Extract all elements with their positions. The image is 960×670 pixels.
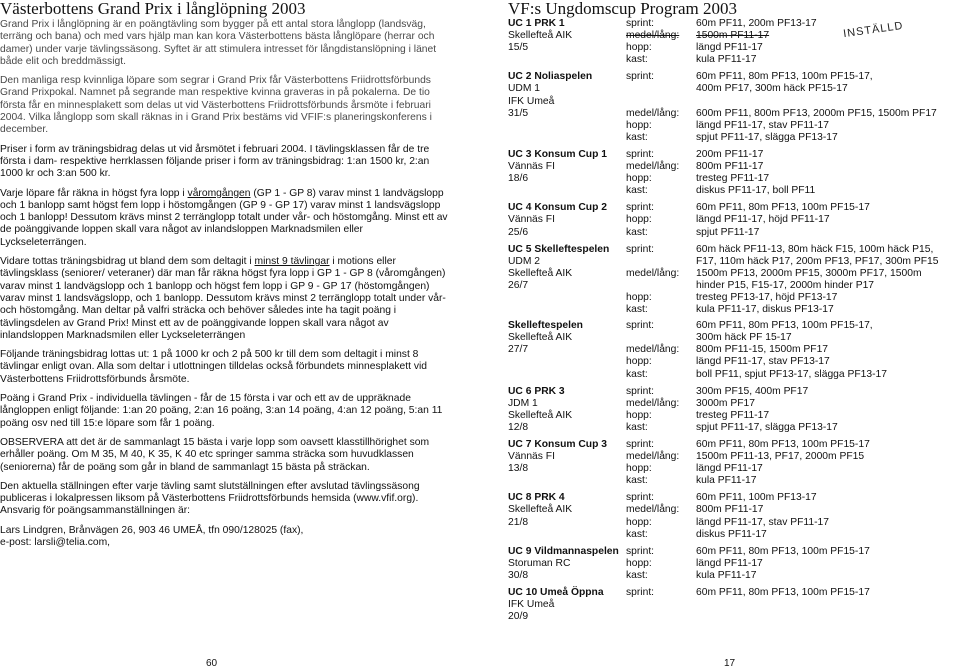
race-block	[508, 18, 960, 66]
event-category: sprint:	[626, 243, 655, 255]
race-info	[508, 185, 626, 197]
event-category: hopp:	[626, 119, 652, 131]
race-info	[508, 356, 626, 368]
race-row	[508, 185, 960, 197]
race-info: 15/5	[508, 42, 529, 54]
event-list: 1500m PF11-17	[696, 30, 770, 42]
race-row	[508, 611, 960, 623]
race-info	[508, 369, 626, 381]
event-list: 60m PF11, 80m PF13, 100m PF15-17,	[696, 71, 873, 83]
race-info: Skellefteå AIK	[508, 409, 573, 421]
page-title-right: VF:s Ungdomscup Program 2003	[508, 0, 738, 18]
event-category	[626, 611, 696, 623]
event-list: 300m häck PF 15-17	[696, 332, 792, 344]
race-info: 31/5	[508, 107, 529, 119]
race-info: Vännäs FI	[508, 451, 555, 463]
event-category: hopp:	[626, 42, 652, 54]
event-category	[626, 280, 696, 292]
event-list: 3000m PF17	[696, 397, 755, 409]
race-row	[508, 96, 960, 108]
race-row	[508, 268, 960, 280]
race-info: 21/8	[508, 516, 529, 528]
event-category: hopp:	[626, 173, 652, 185]
prizes-paragraph: Priser i form av träningsbidrag delas ut vid årsmötet i februari 2004. I tävlingsklassen får de tre första i dam- respektive herrklassen följande priser i form av träningsbidrag: 1:an 1500 kr, 2:an 1000 kr och 3:an 500 kr.	[0, 143, 430, 180]
race-block	[508, 244, 960, 317]
race-row	[508, 369, 960, 381]
race-info: 25/6	[508, 226, 529, 238]
event-list: 1500m PF13, 2000m PF15, 3000m PF17, 1500m	[696, 267, 922, 279]
page-number-left: 60	[206, 658, 218, 669]
race-info: UC 8 PRK 4	[508, 492, 565, 504]
race-row	[508, 54, 960, 66]
race-info	[508, 54, 626, 66]
event-category: sprint:	[626, 587, 655, 599]
race-info: UC 9 Vildmannaspelen	[508, 545, 619, 557]
race-info: UC 5 Skelleftespelen	[508, 243, 610, 255]
event-list: 200m PF11-17	[696, 148, 764, 160]
race-info: JDM 1	[508, 397, 538, 409]
race-row	[508, 599, 960, 611]
race-block	[508, 587, 960, 623]
event-list: spjut PF11-17, slägga PF13-17	[696, 421, 838, 433]
event-list: 60m PF11, 80m PF13, 100m PF15-17,	[696, 320, 873, 332]
race-schedule	[508, 18, 960, 623]
event-category: medel/lång:	[626, 107, 680, 119]
race-row	[508, 332, 960, 344]
event-list: diskus PF11-17, boll PF11	[696, 185, 816, 197]
race-info: UC 2 Noliaspelen	[508, 71, 593, 83]
race-info: 27/7	[508, 344, 529, 356]
race-row	[508, 517, 960, 529]
event-list: 60m häck PF11-13, 80m häck F15, 100m häck P15,	[696, 243, 934, 255]
event-category: kast:	[626, 569, 648, 581]
event-category: kast:	[626, 304, 648, 316]
intro-paragraph: Grand Prix i långlöpning är en poängtävling som bygger på ett antal stora långlopp (landsväg, terräng och bana) och med vars hjälp man kan kora Västerbottens bästa långlöpare (herrar och damer) under varje tävlingssäsong. Syftet är att stimulera intresset för långdistanslöpning i länet både elit och breddmässigt.	[0, 19, 437, 67]
event-list: kula PF11-17	[696, 569, 757, 581]
event-category: hopp:	[626, 356, 652, 368]
race-row	[508, 320, 960, 332]
race-info	[508, 132, 626, 144]
race-block	[508, 492, 960, 540]
event-list: kula PF11-17, diskus PF13-17	[696, 304, 834, 316]
race-row	[508, 108, 960, 120]
race-info: Skellefteå AIK	[508, 30, 573, 42]
lottery-paragraph: Följande träningsbidrag lottas ut: 1 på 1000 kr och 2 på 500 kr till dem som deltagit i minst 8 tävlingar enligt ovan. Alla som deltar i utlottningen tilldelas också förbundets minnesplakett vid Västerbottens Friidrottsförbunds årsmöte.	[0, 349, 427, 385]
race-info: UC 10 Umeå Öppna	[508, 587, 604, 599]
event-category: hopp:	[626, 557, 652, 569]
cancelled-stamp: INSTÄLLD	[842, 19, 905, 41]
race-info: UC 3 Konsum Cup 1	[508, 148, 607, 160]
event-list: längd PF11-17	[696, 557, 763, 569]
left-page	[0, 0, 450, 549]
race-row	[508, 356, 960, 368]
race-info: Vännäs FI	[508, 161, 555, 173]
event-category: sprint:	[626, 385, 655, 397]
race-row	[508, 386, 960, 398]
race-info: Skellefteå AIK	[508, 504, 573, 516]
race-row	[508, 173, 960, 185]
race-row	[508, 280, 960, 292]
race-row	[508, 504, 960, 516]
event-category: medel/lång:	[626, 344, 680, 356]
event-category: hopp:	[626, 409, 652, 421]
race-info: Skellefteå AIK	[508, 332, 573, 344]
event-category: sprint:	[626, 492, 655, 504]
event-list: 800m PF11-17	[696, 504, 764, 516]
event-category: medel/lång:	[626, 161, 680, 173]
event-list: längd PF11-17	[696, 463, 763, 475]
race-row	[508, 475, 960, 487]
event-category	[626, 256, 696, 268]
event-list: tresteg PF13-17, höjd PF13-17	[696, 291, 838, 303]
race-row	[508, 120, 960, 132]
event-list: 60m PF11, 80m PF13, 100m PF15-17	[696, 439, 870, 450]
event-list: 800m PF11-15, 1500m PF17	[696, 344, 829, 356]
event-category	[626, 83, 696, 95]
race-info: Skellefteå AIK	[508, 267, 573, 279]
race-block	[508, 386, 960, 434]
event-list: 400m PF17, 300m häck PF15-17	[696, 83, 848, 95]
event-list: diskus PF11-17	[696, 528, 767, 540]
race-row	[508, 42, 960, 54]
event-category: sprint:	[626, 202, 655, 214]
event-list: tresteg PF11-17	[696, 173, 770, 185]
race-info: 18/6	[508, 173, 529, 185]
event-list: längd PF11-17, höjd PF11-17	[696, 214, 830, 226]
event-list: 800m PF11-17	[696, 161, 764, 173]
event-category: hopp:	[626, 463, 652, 475]
race-row	[508, 410, 960, 422]
race-row	[508, 292, 960, 304]
event-category: kast:	[626, 185, 648, 197]
race-row	[508, 227, 960, 239]
event-list: 600m PF11, 800m PF13, 2000m PF15, 1500m PF17	[696, 107, 937, 119]
event-list: 60m PF11, 200m PF13-17	[696, 18, 817, 29]
event-category: hopp:	[626, 516, 652, 528]
race-row	[508, 492, 960, 504]
event-list: 60m PF11, 80m PF13, 100m PF15-17	[696, 587, 870, 599]
race-row	[508, 214, 960, 226]
publication-paragraph: Den aktuella ställningen efter varje tävling samt slutställningen efter avslutad tävlingssäsong publiceras i lokalpressen liksom på Västerbottens Friidrottsförbunds hemsida (www.vfif.org). Ansvarig för poängsammanställningen är:	[0, 480, 420, 517]
race-row	[508, 587, 960, 599]
race-row	[508, 304, 960, 316]
event-category: sprint:	[626, 320, 655, 332]
race-row	[508, 344, 960, 356]
race-info: UC 6 PRK 3	[508, 385, 565, 397]
race-info: 20/9	[508, 611, 529, 623]
event-list: 60m PF11, 80m PF13, 100m PF15-17	[696, 545, 870, 557]
race-row	[508, 202, 960, 214]
race-block	[508, 320, 960, 380]
race-row	[508, 546, 960, 558]
race-info: UDM 1	[508, 83, 541, 95]
event-category: medel/lång:	[626, 267, 680, 279]
event-list	[696, 96, 960, 108]
page-title-left: Västerbottens Grand Prix i långlöpning 2003	[0, 0, 306, 18]
event-list: 60m PF11, 80m PF13, 100m PF15-17	[696, 202, 870, 214]
event-list: boll PF11, spjut PF13-17, slägga PF13-17	[696, 368, 887, 380]
race-row	[508, 451, 960, 463]
event-category: kast:	[626, 528, 648, 540]
training-grant-paragraph: Vidare tottas träningsbidrag ut bland dem som deltagit i minst 9 tävlingar i motions eller tävlingsklass (seniorer/ veteraner) där man får räkna högst fyra lopp i GP 1 - GP 8 (våromgången) varav minst 1 landvägslopp och 1 banlopp och högst fem lopp i GP 9 - GP 17 (höstomgången) varav minst 1 landsvägslopp, och 1 banlopp. Dessutom krävs minst 2 terränglopp totalt under vår- och höstomgång. Man deltar på valfri sträcka och behöver således inte ha tagit poäng i tävlingsdelen av Grand Prix! Minst ett av de poänggivande loppen skall vara något av inlandsloppen Marknadsmilen eller Lyckseleterrängen	[0, 256, 446, 341]
race-row	[508, 83, 960, 95]
race-info: UDM 2	[508, 255, 541, 267]
race-info: Skelleftespelen	[508, 320, 583, 332]
race-info: IFK Umeå	[508, 599, 555, 611]
race-info	[508, 475, 626, 487]
race-block	[508, 149, 960, 197]
race-info: IFK Umeå	[508, 95, 555, 107]
event-category: medel/lång:	[626, 504, 680, 516]
race-info: 12/8	[508, 421, 529, 433]
race-row	[508, 570, 960, 582]
event-category: sprint:	[626, 545, 655, 557]
event-list: kula PF11-17	[696, 475, 757, 487]
race-info: UC 4 Konsum Cup 2	[508, 202, 607, 214]
race-block	[508, 546, 960, 582]
event-category	[626, 599, 696, 611]
event-list: längd PF11-17, stav PF11-17	[696, 516, 829, 528]
race-info	[508, 529, 626, 541]
race-block	[508, 202, 960, 238]
race-row	[508, 529, 960, 541]
race-info: UC 7 Konsum Cup 3	[508, 439, 607, 450]
event-list: F17, 110m häck P17, 200m PF13, PF17, 300m PF15	[696, 255, 939, 267]
event-category: kast:	[626, 368, 648, 380]
page-number-right: 17	[724, 658, 736, 669]
event-category	[626, 96, 696, 108]
event-list: 1500m PF11-13, PF17, 2000m PF15	[696, 451, 865, 463]
event-list	[696, 611, 960, 623]
event-list: längd PF11-17, stav PF13-17	[696, 356, 830, 368]
event-list: 300m PF15, 400m PF17	[696, 385, 809, 397]
event-category: kast:	[626, 131, 648, 143]
race-row	[508, 463, 960, 475]
trophy-paragraph: Den manliga resp kvinnliga löpare som segrar i Grand Prix får Västerbottens Friidrottsförbunds Grand Prixpokal. Namnet på segrande man respektive kvinna graveras in på pokalerna. De tio första får en minnesplakett som delas ut vid Västerbottens Friidrottsförbunds årsmöte i februari 2004. Vilka långlopp som skall räknas in i Grand Prix bestäms vid VFIF:s planeringskonferens i december.	[0, 75, 432, 136]
event-category: kast:	[626, 475, 648, 487]
event-category: sprint:	[626, 148, 655, 160]
race-row	[508, 558, 960, 570]
race-row	[508, 132, 960, 144]
event-category: hopp:	[626, 291, 652, 303]
race-info	[508, 304, 626, 316]
race-info: 30/8	[508, 569, 529, 581]
event-list: längd PF11-17	[696, 42, 763, 54]
race-info	[508, 120, 626, 132]
race-row	[508, 439, 960, 451]
race-row	[508, 244, 960, 256]
event-category: medel/lång:	[626, 30, 680, 42]
event-list: längd PF11-17, stav PF11-17	[696, 119, 829, 131]
race-row	[508, 398, 960, 410]
event-category: kast:	[626, 54, 648, 66]
event-category: sprint:	[626, 71, 655, 83]
event-category: sprint:	[626, 18, 655, 29]
race-info: Storuman RC	[508, 557, 571, 569]
event-category: sprint:	[626, 439, 655, 450]
race-row	[508, 161, 960, 173]
rules-paragraph: Varje löpare får räkna in högst fyra lopp i våromgången (GP 1 - GP 8) varav minst 1 landvägslopp och 1 banlopp samt högst fem lopp i höstomgången (GP 9 - GP 17) varav minst 1 landsvägslopp och 1 banlopp! Dessutom krävs minst 2 terränglopp totalt under vår- och höstomgång. Minst ett av de poänggivande loppen skall vara något av inlandsloppen Marknadsmilen eller Lyckseleterrängen.	[0, 187, 448, 248]
race-info	[508, 292, 626, 304]
race-row	[508, 149, 960, 161]
race-block	[508, 71, 960, 144]
event-list: kula PF11-17	[696, 54, 757, 66]
event-category: kast:	[626, 226, 648, 238]
race-block	[508, 439, 960, 487]
observe-paragraph: OBSERVERA att det är de sammanlagt 15 bästa i varje lopp som oavsett klasstillhörighet som erhåller poäng. Om M 35, M 40, K 35, K 40 etc springer samma sträcka som huvudklassen (seniorerna) får de poäng som går in bland de sammanlagt 15 bästa på sträckan.	[0, 436, 430, 473]
event-list	[696, 599, 960, 611]
race-row	[508, 256, 960, 268]
event-category: medel/lång:	[626, 397, 680, 409]
contact-block: Lars Lindgren, Brånvägen 26, 903 46 UMEÅ, tfn 090/128025 (fax), e-post: larsli@telia.com,	[0, 524, 304, 548]
event-category: kast:	[626, 421, 648, 433]
race-info: 26/7	[508, 279, 529, 291]
event-list: spjut PF11-17, slägga PF13-17	[696, 131, 838, 143]
race-row	[508, 422, 960, 434]
race-info: UC 1 PRK 1	[508, 18, 565, 29]
event-category: medel/lång:	[626, 451, 680, 463]
event-list: tresteg PF11-17	[696, 409, 770, 421]
right-page	[508, 0, 960, 623]
race-row	[508, 71, 960, 83]
points-paragraph: Poäng i Grand Prix - individuella tävlingen - får de 15 första i var och ett av de uppräknade långloppen enligt följande: 1:an 20 poäng, 2:an 16 poäng, 3:an 14 poäng, 4:an 12 poäng, 5:an 11 poäng osv ned till 15:e löpare som får 1 poäng.	[0, 393, 443, 429]
event-category	[626, 332, 696, 344]
event-list: hinder P15, F15-17, 2000m hinder P17	[696, 279, 875, 291]
race-info: Vännäs FI	[508, 214, 555, 226]
race-info: 13/8	[508, 463, 529, 475]
event-category: hopp:	[626, 214, 652, 226]
event-list: spjut PF11-17	[696, 226, 760, 238]
event-list: 60m PF11, 100m PF13-17	[696, 492, 817, 504]
